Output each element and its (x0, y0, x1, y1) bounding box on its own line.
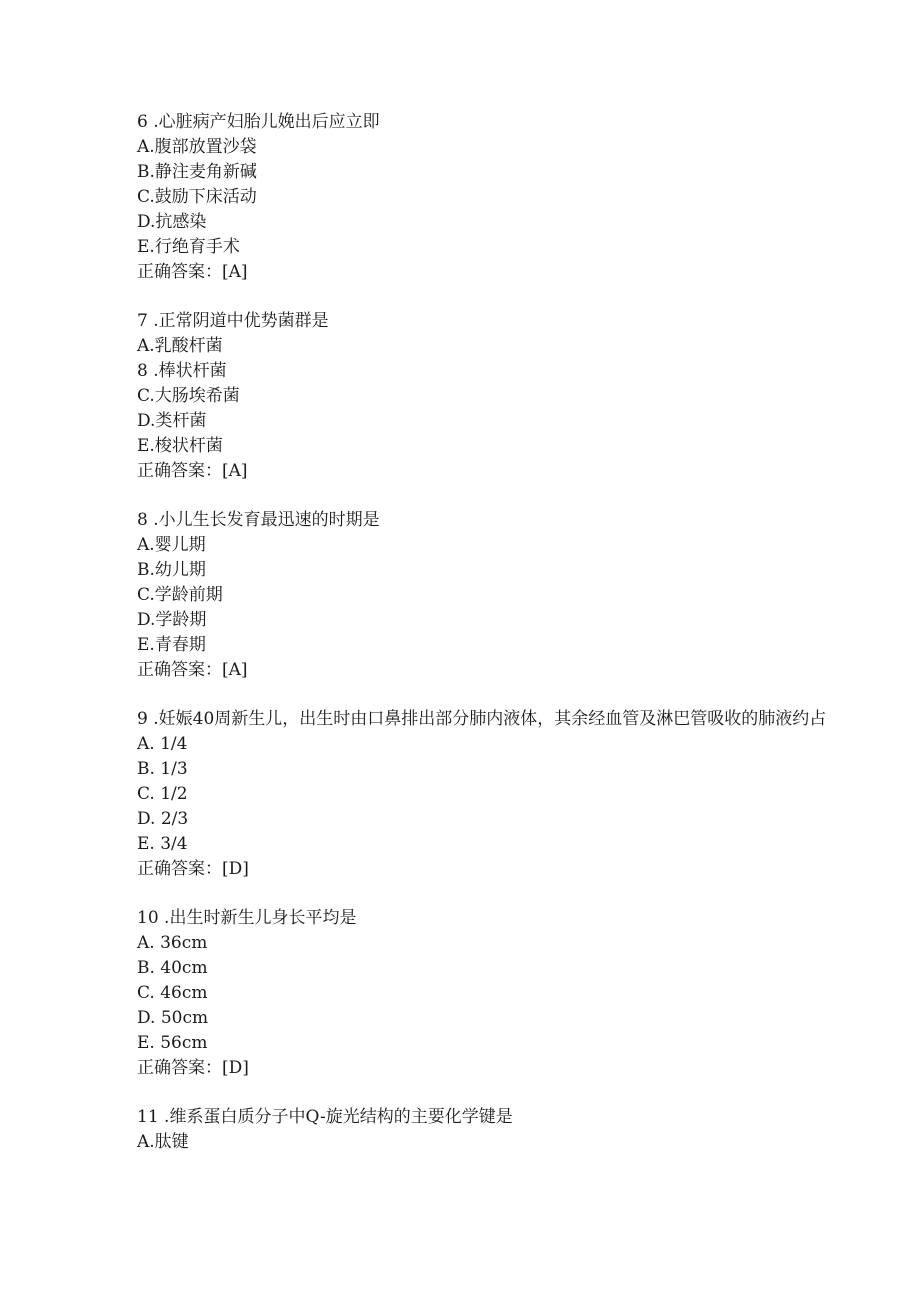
option-b: B. 1/3 (137, 759, 188, 779)
question-11 (137, 1105, 837, 1155)
question-stem: 8 .小儿生长发育最迅速的时期是 (137, 510, 380, 530)
question-stem: 11 .维系蛋白质分子中Q-旋光结构的主要化学键是 (137, 1107, 513, 1127)
option-d: D. 2/3 (137, 809, 189, 829)
option-b: 8 .棒状杆菌 (137, 361, 227, 381)
question-6 (137, 110, 837, 285)
option-b: B. 40cm (137, 958, 208, 978)
document-page (137, 110, 837, 1179)
option-e: E.行绝育手术 (137, 237, 240, 257)
correct-answer: 正确答案：[A] (137, 461, 248, 481)
option-b: B.静注麦角新碱 (137, 162, 257, 182)
option-c: C.学龄前期 (137, 585, 223, 605)
option-a: A.肽键 (137, 1132, 189, 1152)
option-e: E. 56cm (137, 1033, 208, 1053)
question-stem: 10 .出生时新生儿身长平均是 (137, 908, 357, 928)
option-a: A.婴儿期 (137, 535, 206, 555)
question-stem: 7 .正常阴道中优势菌群是 (137, 311, 329, 331)
option-d: D.类杆菌 (137, 411, 207, 431)
option-b: B.幼儿期 (137, 560, 206, 580)
question-8 (137, 508, 837, 683)
option-a: A. 36cm (137, 933, 208, 953)
correct-answer: 正确答案：[A] (137, 660, 248, 680)
option-c: C.大肠埃希菌 (137, 386, 240, 406)
question-9 (137, 707, 837, 882)
correct-answer: 正确答案：[D] (137, 1058, 249, 1078)
option-d: D.抗感染 (137, 212, 207, 232)
option-c: C. 1/2 (137, 784, 188, 804)
question-stem: 9 .妊娠40周新生儿，出生时由口鼻排出部分肺内液体，其余经血管及淋巴管吸收的肺液约占 (137, 709, 827, 729)
question-10 (137, 906, 837, 1081)
option-e: E.青春期 (137, 635, 206, 655)
question-stem: 6 .心脏病产妇胎儿娩出后应立即 (137, 112, 380, 132)
option-c: C.鼓励下床活动 (137, 187, 257, 207)
option-d: D. 50cm (137, 1008, 209, 1028)
correct-answer: 正确答案：[A] (137, 262, 248, 282)
option-a: A. 1/4 (137, 734, 188, 754)
option-c: C. 46cm (137, 983, 208, 1003)
option-e: E.梭状杆菌 (137, 436, 223, 456)
option-e: E. 3/4 (137, 834, 188, 854)
correct-answer: 正确答案：[D] (137, 859, 249, 879)
question-7 (137, 309, 837, 484)
option-a: A.腹部放置沙袋 (137, 137, 257, 157)
option-d: D.学龄期 (137, 610, 207, 630)
option-a: A.乳酸杆菌 (137, 336, 223, 356)
